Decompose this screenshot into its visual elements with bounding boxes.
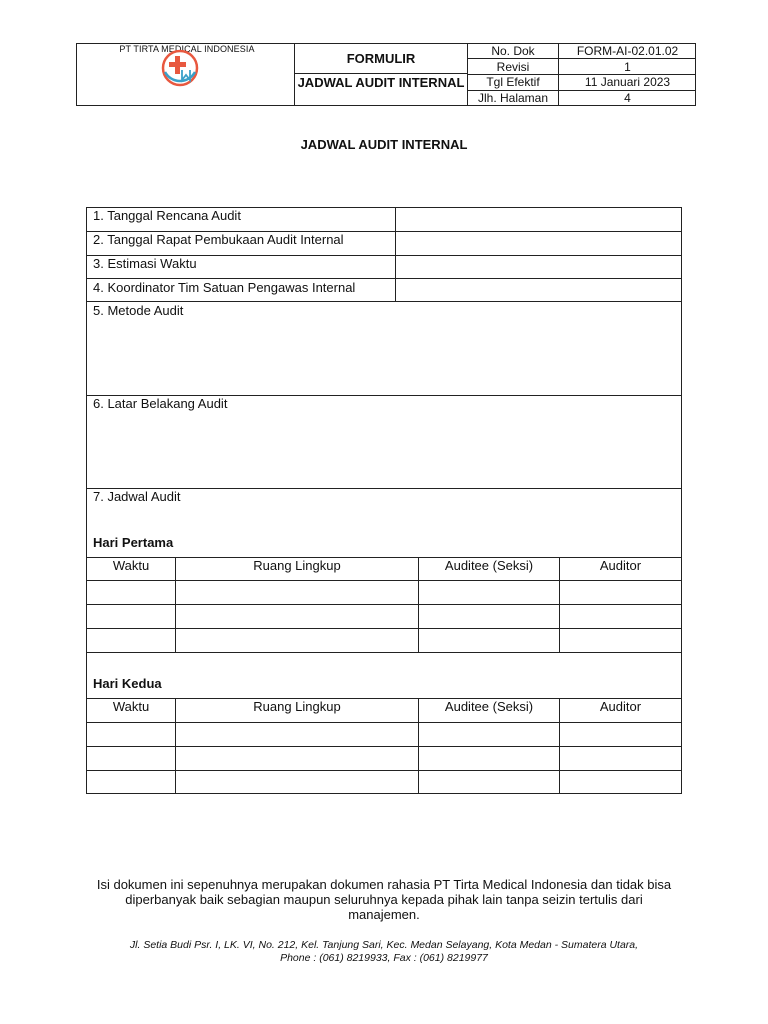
- meta-value-revision: 1: [624, 60, 631, 74]
- col-head-auditor: Auditor: [599, 558, 642, 573]
- table-row[interactable]: [87, 771, 681, 793]
- confidentiality-note: Isi dokumen ini sepenuhnya merupakan dokumen rahasia PT Tirta Medical Indonesia dan tidak bisa diperbanyak baik sebagian maupun seluruhnya kepada pihak lain tanpa seizin tertulis dari manajemen.: [96, 877, 672, 922]
- col-head-auditor: Auditor: [599, 699, 642, 714]
- meta-key-revision: Revisi: [496, 60, 530, 74]
- col-head-auditee: Auditee (Seksi): [444, 699, 534, 714]
- table-row[interactable]: [87, 723, 681, 746]
- company-name: PT TIRTA MEDICAL INDONESIA: [119, 44, 255, 54]
- row-divider: [86, 301, 682, 302]
- field-label-jadwal-audit: 7. Jadwal Audit: [93, 489, 181, 504]
- col-head-auditee: Auditee (Seksi): [444, 558, 534, 573]
- field-label-tanggal-rapat: 2. Tanggal Rapat Pembukaan Audit Internal: [93, 232, 344, 247]
- form-type: FORMULIR: [346, 51, 416, 66]
- field-label-koordinator: 4. Koordinator Tim Satuan Pengawas Internal: [93, 280, 356, 295]
- company-logo: [155, 48, 205, 88]
- meta-key-effective-date: Tgl Efektif: [486, 75, 540, 89]
- koordinator-tim-field[interactable]: [396, 279, 681, 301]
- field-label-metode-audit: 5. Metode Audit: [93, 303, 184, 318]
- col-head-ruang-lingkup: Ruang Lingkup: [253, 558, 341, 573]
- meta-value-doc-no: FORM-AI-02.01.02: [576, 44, 679, 58]
- tanggal-rapat-pembukaan-field[interactable]: [396, 232, 681, 255]
- col-head-waktu: Waktu: [112, 558, 150, 573]
- metode-audit-field[interactable]: [87, 322, 681, 394]
- table-row[interactable]: [87, 581, 681, 604]
- field-label-tanggal-rencana: 1. Tanggal Rencana Audit: [93, 208, 241, 223]
- address-line: Jl. Setia Budi Psr. I, LK. VI, No. 212, Kel. Tanjung Sari, Kec. Medan Selayang, Kota Medan - Sumatera Utara,: [129, 939, 639, 951]
- tanggal-rencana-audit-field[interactable]: [396, 208, 681, 231]
- page-title: JADWAL AUDIT INTERNAL: [300, 137, 468, 152]
- meta-value-page-count: 4: [624, 91, 631, 105]
- col-head-ruang-lingkup: Ruang Lingkup: [253, 699, 341, 714]
- table-row[interactable]: [87, 747, 681, 770]
- form-name: JADWAL AUDIT INTERNAL: [297, 75, 465, 90]
- contact-line: Phone : (061) 8219933, Fax : (061) 8219977: [280, 952, 488, 964]
- latar-belakang-field[interactable]: [87, 415, 681, 487]
- col-head-waktu: Waktu: [112, 699, 150, 714]
- day-two-heading: Hari Kedua: [93, 676, 162, 691]
- field-label-latar-belakang: 6. Latar Belakang Audit: [93, 396, 228, 411]
- header-divider: [294, 73, 468, 74]
- meta-key-page-count: Jlh. Halaman: [477, 91, 549, 105]
- company-address: [90, 939, 678, 965]
- field-label-estimasi-waktu: 3. Estimasi Waktu: [93, 256, 197, 271]
- meta-key-doc-no: No. Dok: [491, 44, 535, 58]
- meta-value-effective-date: 11 Januari 2023: [584, 75, 671, 89]
- meta-divider: [467, 58, 696, 59]
- day-one-heading: Hari Pertama: [93, 535, 174, 550]
- table-row[interactable]: [87, 605, 681, 628]
- estimasi-waktu-field[interactable]: [396, 256, 681, 278]
- table-row[interactable]: [87, 629, 681, 652]
